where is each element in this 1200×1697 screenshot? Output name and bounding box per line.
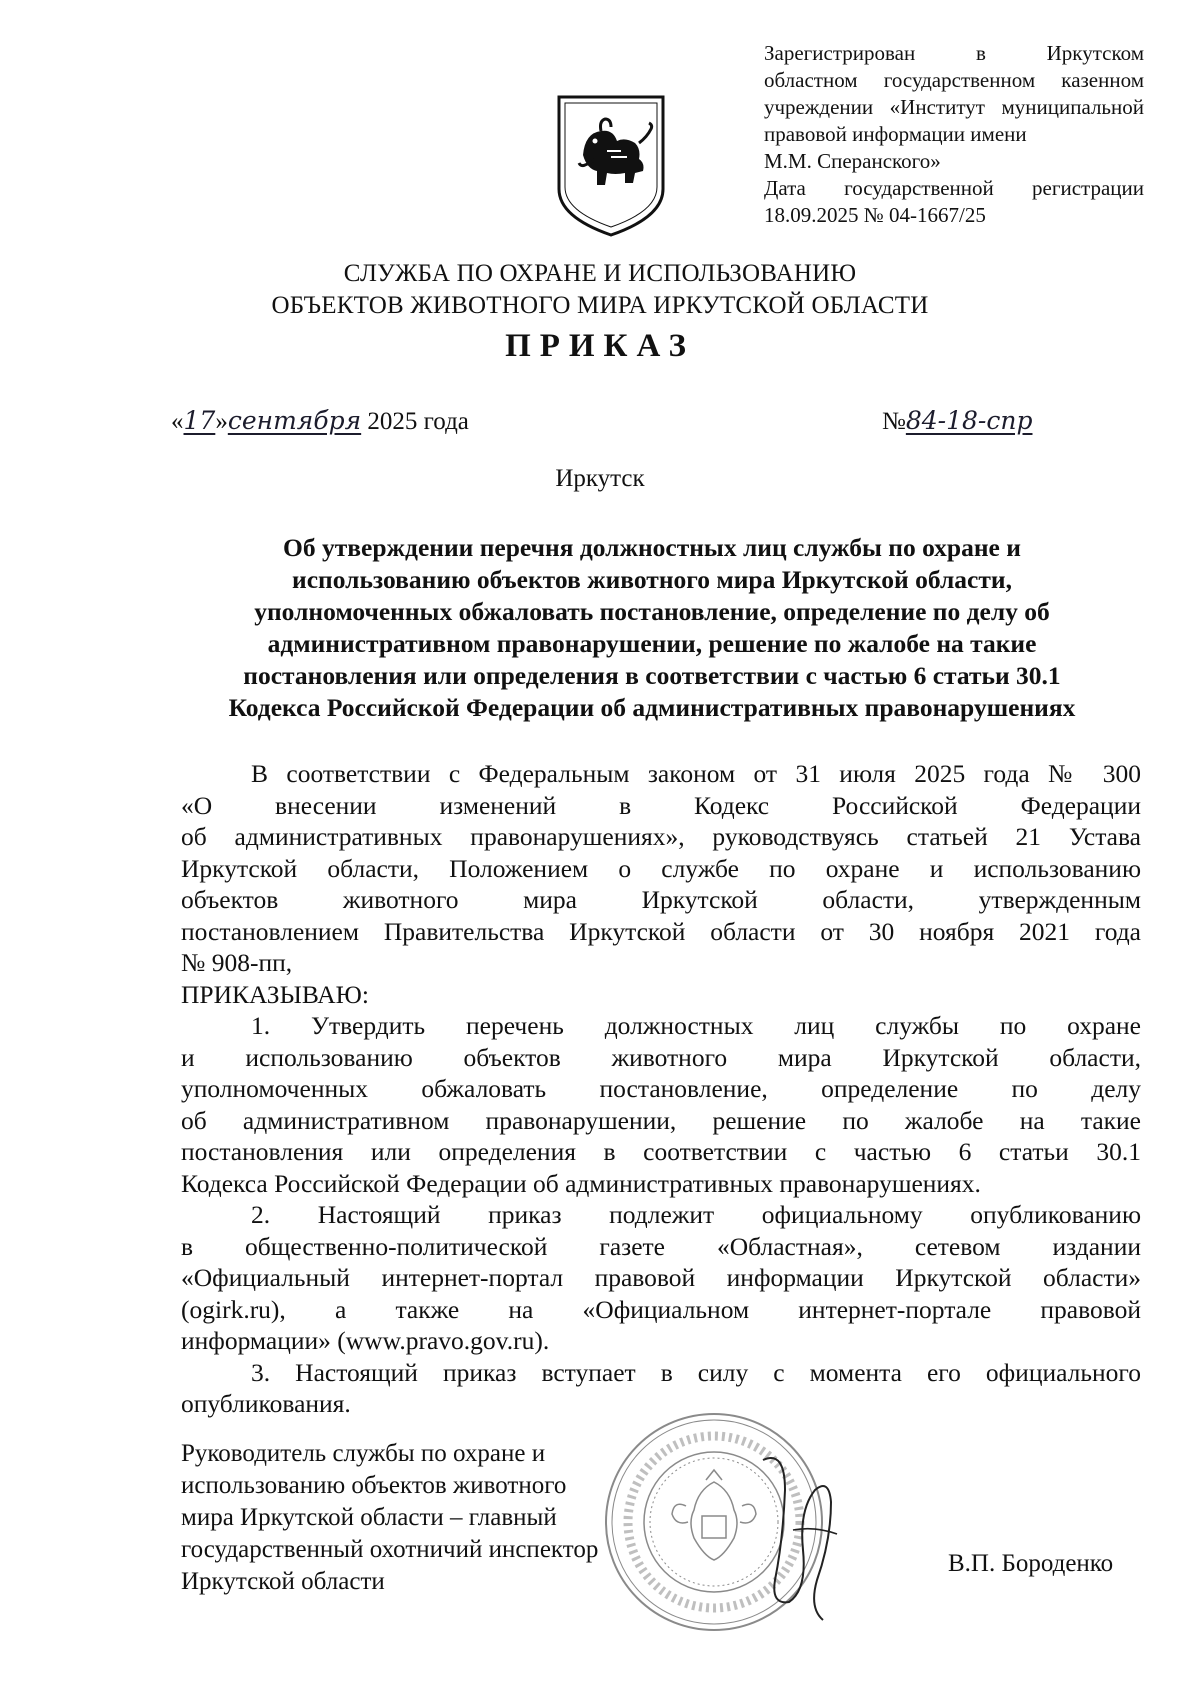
text-line: № 908-пп, bbox=[181, 948, 293, 977]
text-line: об административных правонарушениях», руководствуясь статьей 21 Устава bbox=[181, 822, 1141, 851]
order-heading bbox=[172, 532, 1132, 724]
order-body bbox=[181, 758, 1141, 1420]
text-line: Иркутской области, Положением о службе по охране и использованию bbox=[181, 853, 1141, 883]
text-line: (ogirk.ru), а также на «Официальном интернет-портале правовой bbox=[181, 1294, 1141, 1324]
heading-line: Об утверждении перечня должностных лиц службы по охране и bbox=[283, 533, 1021, 562]
text-line: 1. Утвердить перечень должностных лиц службы по охране bbox=[251, 1011, 1141, 1040]
heading-line: административном правонарушении, решение по жалобе на такие bbox=[267, 629, 1037, 658]
registration-line: М.М. Сперанского» bbox=[764, 149, 941, 173]
text-line: об административном правонарушении, решение по жалобе на такие bbox=[181, 1105, 1141, 1135]
text-line: опубликования. bbox=[181, 1389, 351, 1418]
text-line: и использованию объектов животного мира Иркутской области, bbox=[181, 1042, 1141, 1072]
signature-block bbox=[181, 1438, 598, 1598]
preamble bbox=[181, 758, 1141, 979]
date-quote-close: » bbox=[215, 408, 228, 435]
signer-position-line: использованию объектов животного bbox=[181, 1472, 567, 1499]
text-line: объектов животного мира Иркутской области, утвержденным bbox=[181, 885, 1141, 914]
item-2 bbox=[181, 1199, 1141, 1357]
heading-line: уполномоченных обжаловать постановление, определение по делу об bbox=[254, 597, 1050, 626]
agency-header bbox=[0, 258, 1200, 322]
date-month-handwritten: сентября bbox=[227, 406, 362, 435]
text-line: уполномоченных обжаловать постановление, определение по делу bbox=[181, 1074, 1141, 1103]
text-line: постановлением Правительства Иркутской области от 30 ноября 2021 года bbox=[181, 916, 1141, 946]
agency-line: СЛУЖБА ПО ОХРАНЕ И ИСПОЛЬЗОВАНИЮ bbox=[343, 260, 857, 287]
registration-line: областном государственном казенном bbox=[764, 68, 1144, 92]
registration-line: Дата государственной регистрации bbox=[764, 176, 1144, 200]
text-line: в общественно-политической газете «Областная», сетевом издании bbox=[181, 1231, 1141, 1261]
signer-position-line: государственный охотничий инспектор bbox=[181, 1536, 599, 1563]
text-line: постановления или определения в соответствии с частью 6 статьи 30.1 bbox=[181, 1137, 1141, 1166]
date-year: 2025 года bbox=[367, 408, 469, 435]
heading-line: использованию объектов животного мира Иркутской области, bbox=[292, 565, 1012, 594]
registration-line: учреждении «Институт муниципальной bbox=[764, 95, 1144, 119]
registration-line: 18.09.2025 № 04-1667/25 bbox=[764, 203, 986, 227]
order-date bbox=[171, 406, 469, 436]
number-prefix: № bbox=[882, 408, 906, 435]
registration-stamp bbox=[764, 40, 1144, 229]
command: ПРИКАЗЫВАЮ: bbox=[181, 979, 369, 1009]
item-1 bbox=[181, 1010, 1141, 1199]
text-line: Кодекса Российской Федерации об административных правонарушениях. bbox=[181, 1168, 981, 1198]
registration-line: Зарегистрирован в Иркутском bbox=[764, 41, 1144, 65]
text-line: «Официальный интернет-портал правовой информации Иркутской области» bbox=[181, 1263, 1141, 1292]
city: Иркутск bbox=[555, 465, 645, 492]
irkutsk-coat-of-arms-icon bbox=[555, 93, 667, 239]
number-handwritten: 84-18-спр bbox=[905, 406, 1033, 435]
text-line: 2. Настоящий приказ подлежит официальному опубликованию bbox=[251, 1200, 1141, 1229]
handwritten-signature-icon bbox=[745, 1430, 855, 1630]
text-line: 3. Настоящий приказ вступает в силу с момента его официального bbox=[251, 1357, 1141, 1387]
heading-line: постановления или определения в соответствии с частью 6 статьи 30.1 bbox=[243, 661, 1061, 690]
heading-line: Кодекса Российской Федерации об административных правонарушениях bbox=[228, 693, 1076, 722]
signer-position-line: Руководитель службы по охране и bbox=[181, 1440, 546, 1467]
date-day-handwritten: 17 bbox=[183, 406, 216, 435]
document-type-title: ПРИКАЗ bbox=[505, 328, 695, 364]
text-line: «О внесении изменений в Кодекс Российской Федерации bbox=[181, 790, 1141, 820]
order-number bbox=[882, 406, 1032, 436]
signer-position-line: Иркутской области bbox=[181, 1568, 385, 1595]
text-line: информации» (www.pravo.gov.ru). bbox=[181, 1326, 550, 1355]
agency-line: ОБЪЕКТОВ ЖИВОТНОГО МИРА ИРКУТСКОЙ ОБЛАСТИ bbox=[271, 292, 929, 319]
registration-line: правовой информации имени bbox=[764, 122, 1027, 146]
signer-name: В.П. Бороденко bbox=[948, 1550, 1114, 1577]
text-line: В соответствии с Федеральным законом от 31 июля 2025 года № 300 bbox=[251, 759, 1141, 788]
date-quote-open: « bbox=[171, 408, 184, 435]
signer-position-line: мира Иркутской области – главный bbox=[181, 1504, 557, 1531]
